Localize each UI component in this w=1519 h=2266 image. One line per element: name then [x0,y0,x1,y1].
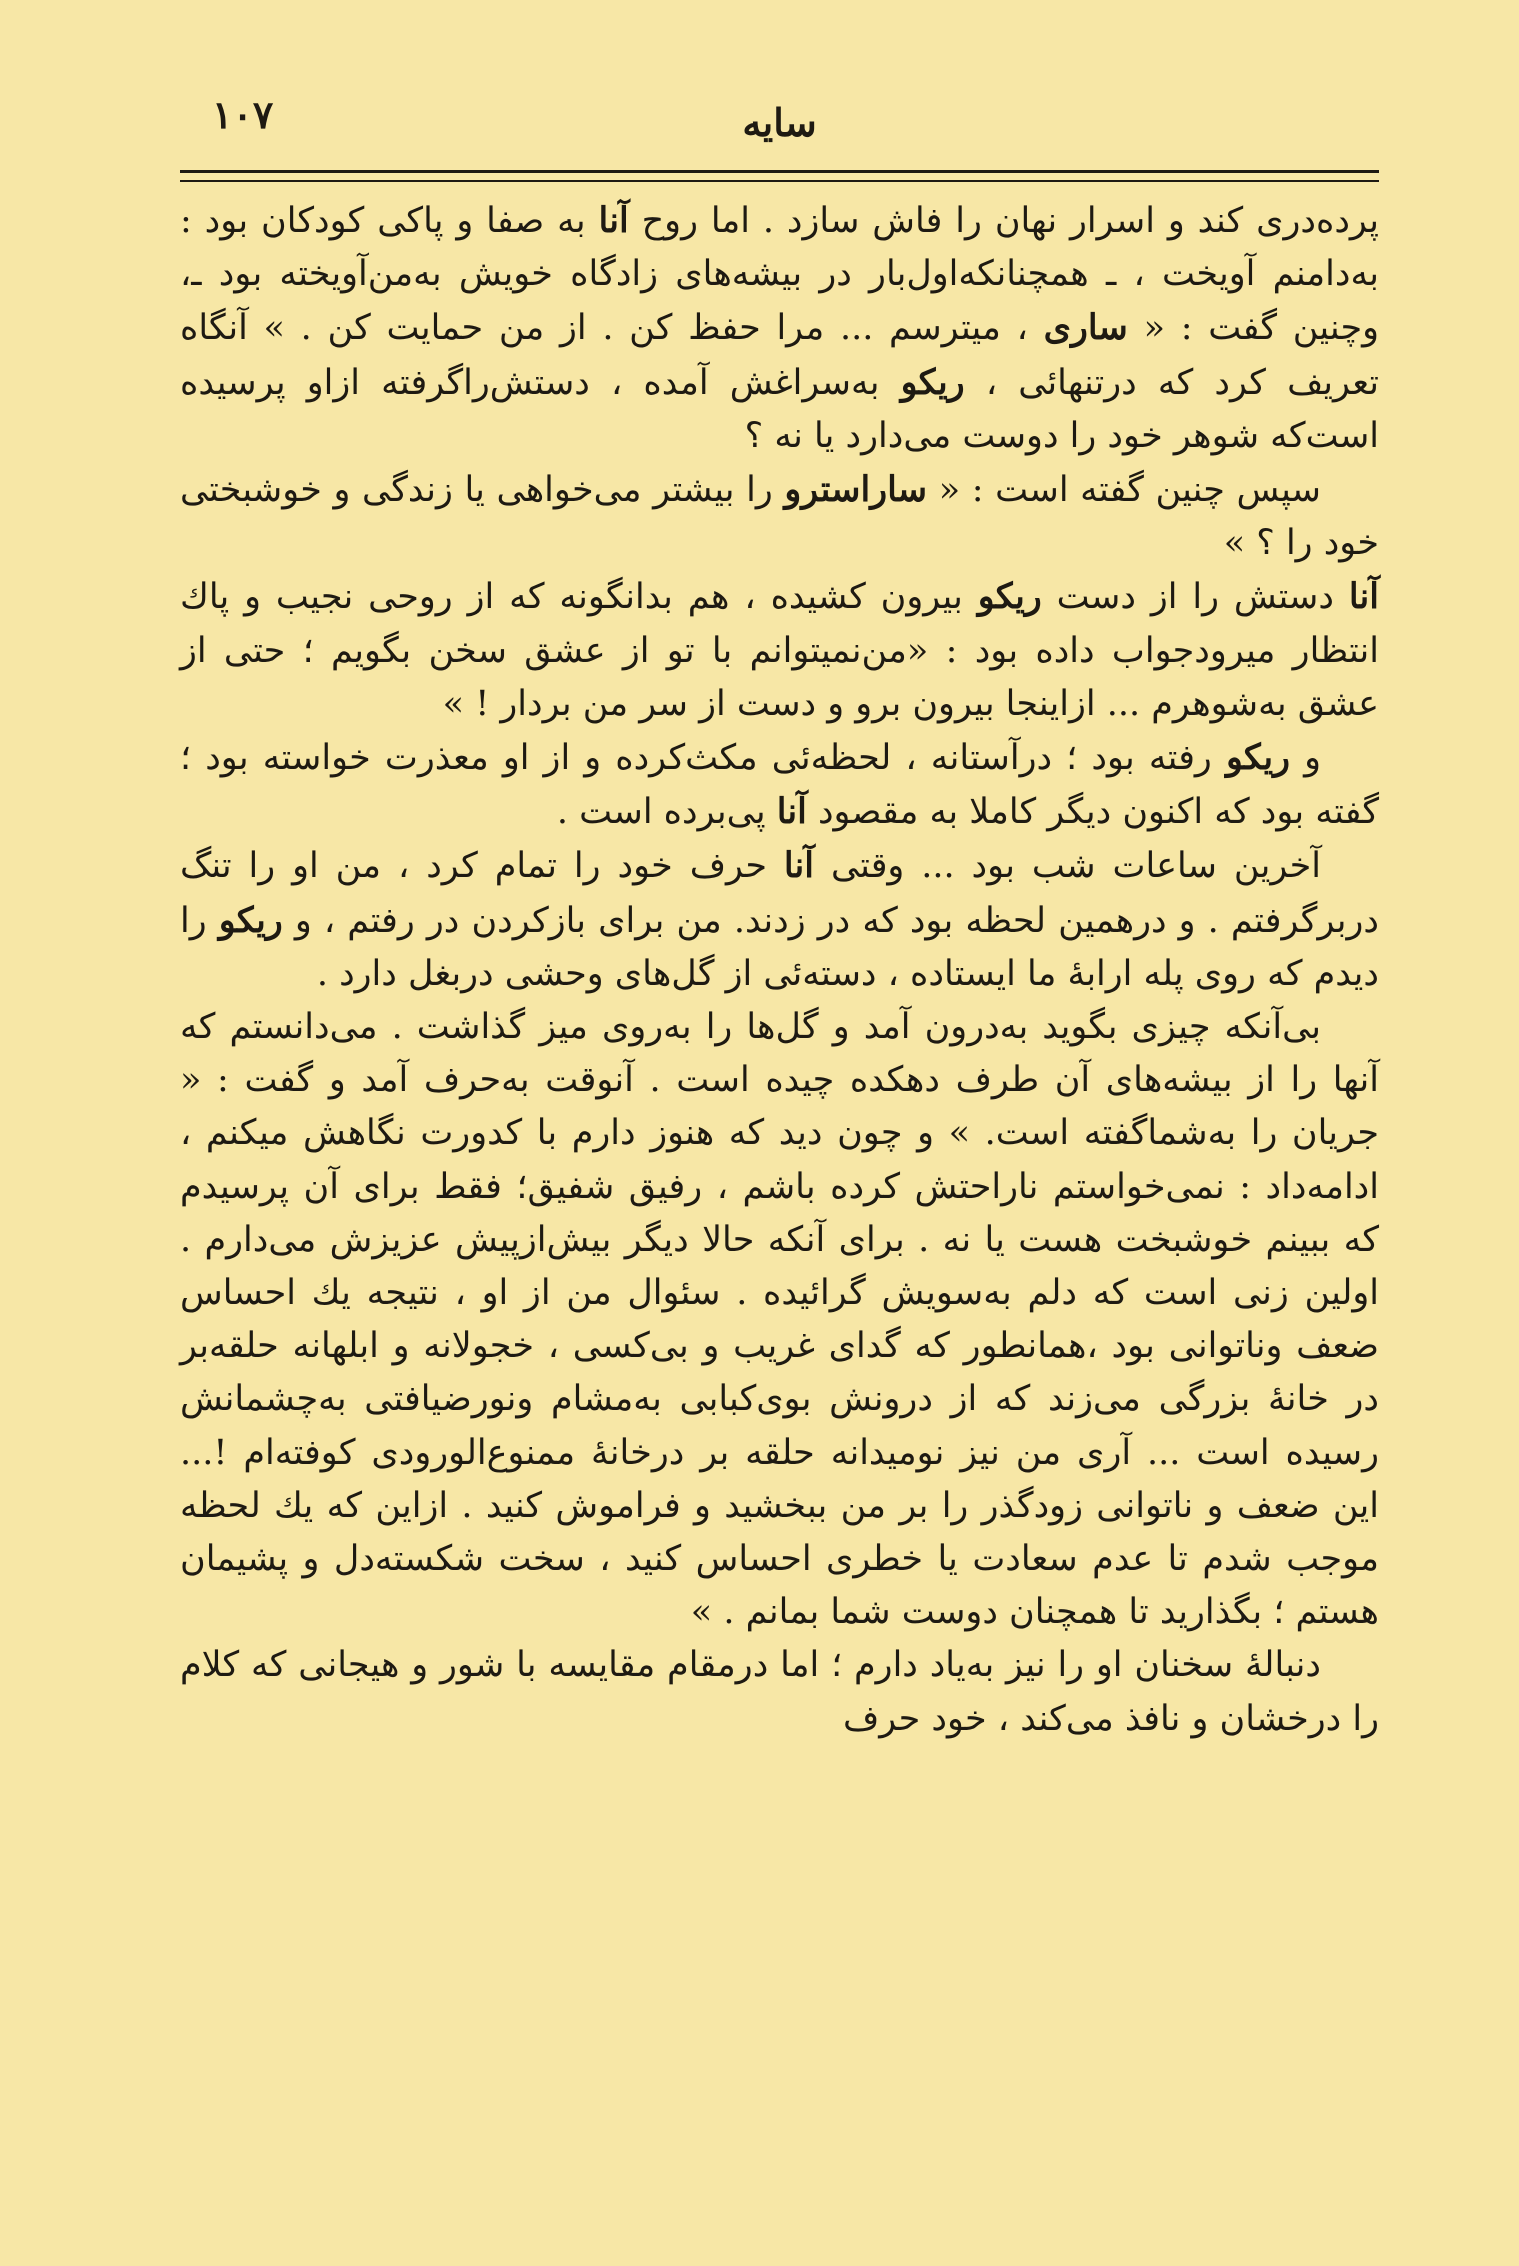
text-run: سپس چنین گفته است : « [927,470,1322,511]
page-number: ۱۰۷ [212,92,274,137]
text-run: ، میترسم ... مرا حفظ کن . از من حمایت کن . » آنگاه تعریف کرد که درتنهائی ، [180,308,1379,403]
text-run: دنبالهٔ سخنان او را نیز به‌یاد دارم ؛ اما درمقام مقایسه با شور و هیجانی که کلام را درخشان و نافذ می‌کند ، خود حرف [180,1645,1379,1739]
paragraph [180,570,1379,731]
bold-name: ریکو [900,361,965,403]
body-text [180,194,1379,1746]
text-run: حرف خود را تمام کرد ، من او را تنگ دربرگرفتم . و درهمین لحظه بود که در زدند. من برای بازکردن در رفتم ، و [180,846,1379,941]
running-title: سایه [742,100,817,145]
header-rule-thick [180,170,1379,173]
text-run: را بیشتر می‌خواهی یا زندگی و خوشبختی خود را ؟ » [180,470,1379,564]
text-run: به صفا و پاکی کودکان بود : به‌دامنم آویخت ، ـ همچنانکه‌اول‌بار در بیشه‌های زادگاه خویش به‌من‌آویخته بود ـ، وچنین گفت : « [180,201,1380,349]
paragraph [180,1001,1379,1639]
bold-name: آنا [598,200,629,241]
text-run: را دیدم که روی پله ارابهٔ ما ایستاده ، دسته‌ئی از گل‌های وحشی دربغل دارد . [180,900,1379,994]
text-run: پی‌برده است . [556,792,777,833]
bold-name: ریکو [218,899,283,941]
bold-name: آنا [783,845,815,887]
paragraph [180,1639,1379,1745]
text-run: و [1290,738,1321,779]
paragraph [180,839,1379,1001]
bold-name: آنا [776,791,807,833]
text-run: بیرون کشیده ، هم بدانگونه که از روحی نجیب و پاك انتظار میرودجواب داده بود : «من‌نمیتوانم با تو از عشق سخن بگویم ؛ حتی از عشق به‌شوهرم ... ازاینجا بیرون برو و دست از سر من بردار ! » [180,577,1379,724]
page-header [180,78,1379,158]
header-rule-thin [180,180,1379,182]
paragraph [180,731,1379,839]
paragraph [180,194,1379,463]
text-run: رفته بود ؛ درآستانه ، لحظه‌ئی مکث‌کرده و از او معذرت خواسته بود ؛ گفته بود که اکنون دیگر کاملا به مقصود [180,738,1379,833]
text-run: آخرین ساعات شب بود ... وقتی [814,846,1321,887]
text-run: به‌سراغش آمده ، دستش‌راگرفته ازاو پرسیده است‌که شوهر خود را دوست می‌دارد یا نه ؟ [180,362,1379,456]
bold-name: آنا [1348,576,1379,618]
bold-name: ریکو [1225,737,1290,779]
bold-name: ساراسترو [784,469,928,511]
text-run: پرده‌دری کند و اسرار نهان را فاش سازد . اما روح [628,201,1379,241]
paragraph [180,463,1379,570]
text-run: دستش را از دست [1041,577,1349,618]
text-run: بی‌آنکه چیزی بگوید به‌درون آمد و گل‌ها را به‌روی میز گذاشت . می‌دانستم که آنها را از بیشه‌های آن طرف دهکده چیده است . آنوقت به‌حرف آمد و گفت : « جریان را به‌شماگفته است. » و چون دید که هنوز دارم با کدورت نگاهش میکنم ، ادامه‌داد : نمی‌خواستم ناراحتش کرده باشم ، رفیق شفیق؛ فقط برای آن پرسیدم که ببینم خوشبخت هست یا نه . برای آنکه حالا دیگر بیش‌ازپیش عزیزش می‌دارم . اولین زنی است که دلم به‌سویش گرائیده . سئوال من از او ، نتیجه یك احساس ضعف وناتوانی بود ،همانطور که گدای غریب و بی‌کسی ، خجولانه و ابلهانه حلقه‌بر در خانهٔ بزرگی می‌زند که از درونش بوی‌کبابی به‌مشام ونورضیافتی به‌چشمانش رسیده است ... آری من نیز نومیدانه حلقه بر درخانهٔ ممنوع‌الورودی کوفته‌ام !... این ضعف و ناتوانی زودگذر را بر من ببخشید و فراموش کنید . ازاین که یك لحظه موجب شدم تا عدم سعادت یا خطری احساس کنید ، سخت شکسته‌دل و پشیمان هستم ؛ بگذارید تا همچنان دوست شما بمانم . » [180,1007,1379,1633]
bold-name: ریکو [977,576,1042,618]
bold-name: ساری [1043,307,1128,349]
